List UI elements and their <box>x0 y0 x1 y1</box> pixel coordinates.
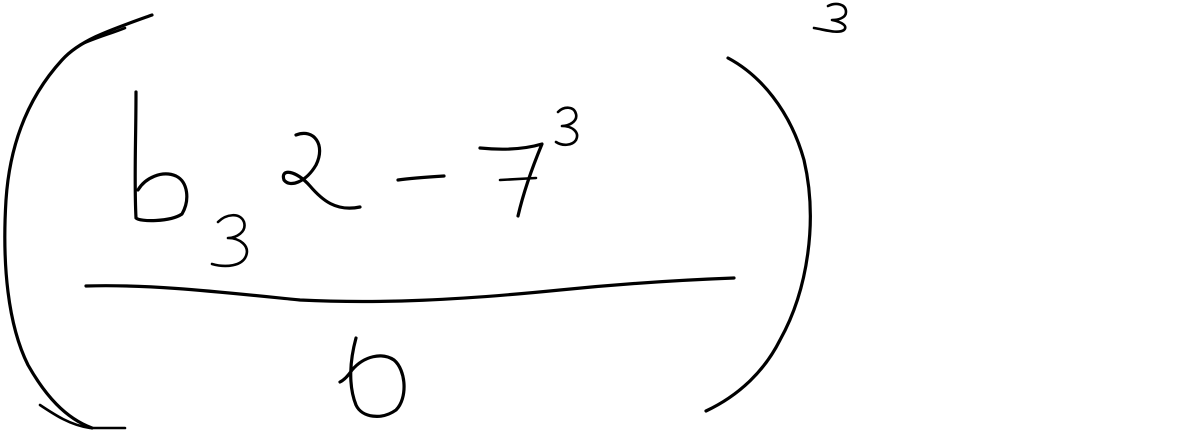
denominator-letter-b <box>340 338 404 416</box>
numerator-digit-7 <box>480 144 542 216</box>
numerator-exponent-3 <box>556 108 577 145</box>
fraction-bar <box>86 278 734 302</box>
right-parenthesis <box>706 58 810 411</box>
outer-exponent-3 <box>814 4 846 32</box>
left-parenthesis <box>5 15 152 428</box>
numerator-minus <box>398 176 444 180</box>
numerator-subscript-3 <box>212 215 247 266</box>
numerator-letter-b <box>135 92 187 221</box>
numerator-symbol-2 <box>283 133 360 208</box>
